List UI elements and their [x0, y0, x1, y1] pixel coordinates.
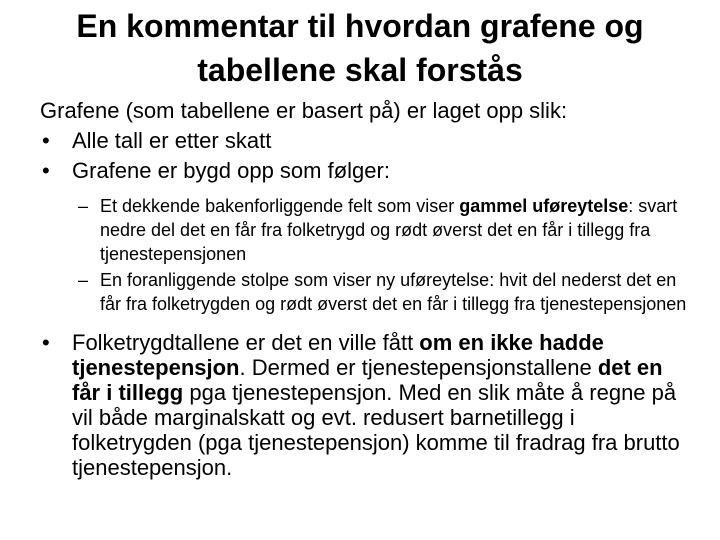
- bullet-icon: •: [42, 128, 50, 153]
- bullet-emphasis: om en ikke hadde tjenestepensjon: [72, 330, 604, 380]
- bullet-text: Alle tall er etter skatt: [72, 128, 272, 153]
- bullet-item: [40, 156, 690, 186]
- sub-bullet-text-part: Et dekkende bakenforliggende felt som viser: [100, 196, 460, 216]
- bullet-list: [40, 126, 690, 186]
- sub-bullet-emphasis: gammel uføreytelse: [459, 196, 629, 216]
- bullet-item: [40, 330, 690, 480]
- bullet-icon: •: [42, 158, 50, 183]
- dash-icon: –: [78, 270, 89, 290]
- bullet-icon: •: [42, 330, 50, 355]
- slide-title: [30, 4, 690, 92]
- sub-bullet-text-part: En foranliggende stolpe som viser ny uføreytelse: hvit del nederst det en får fra folketrygden og rødt øverst det en får i tillegg fra tjenestepensjonen: [100, 270, 687, 314]
- intro-text: Grafene (som tabellene er basert på) er laget opp slik:: [40, 98, 568, 123]
- sub-bullet-item: [40, 268, 690, 316]
- bullet-emphasis: det en får i tillegg: [72, 355, 663, 405]
- dash-icon: –: [78, 196, 89, 216]
- title-line-1: En kommentar til hvordan grafene og: [76, 8, 644, 44]
- bullet-text-part: Folketrygdtallene er det en ville fått: [72, 330, 420, 355]
- title-line-2: tabellene skal forstås: [197, 52, 523, 88]
- sub-bullet-list: [40, 194, 690, 316]
- sub-bullet-item: [40, 194, 690, 266]
- bullet-list-2: [40, 330, 690, 480]
- sub-bullet-text-part: : svart nedre del det en får fra folketrygd og rødt øverst det en får i tillegg fra tjenestepensjonen: [100, 196, 678, 264]
- bullet-text-part: pga tjenestepensjon. Med en slik måte å regne på vil både marginalskatt og evt. redusert barnetillegg i folketrygden (pga tjenestepensjon) komme til fradrag fra brutto tjenestepensjon.: [72, 380, 680, 480]
- slide-body: [40, 96, 690, 480]
- bullet-text: Grafene er bygd opp som følger:: [72, 158, 390, 183]
- bullet-item: [40, 126, 690, 156]
- bullet-text-part: . Dermed er tjenestepensjonstallene: [239, 355, 598, 380]
